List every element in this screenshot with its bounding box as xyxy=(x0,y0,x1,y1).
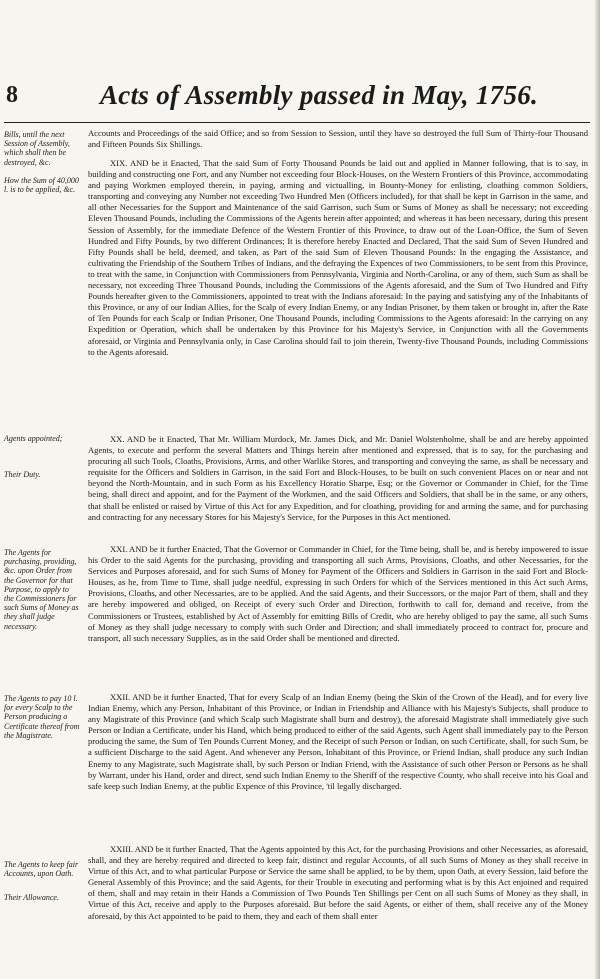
page-edge-shadow xyxy=(594,0,600,979)
paragraph xyxy=(88,128,588,150)
margin-note: The Agents to pay 10 l. for every Scalp to the Person producing a Certificate thereof from the Magistrate. xyxy=(4,694,80,740)
margin-note: Agents appointed; xyxy=(4,434,63,443)
margin-note: How the Sum of 40,000 l. is to be applied, &c. xyxy=(4,176,79,195)
paragraph xyxy=(88,434,588,523)
running-title: Acts of Assembly passed in May, 1756. xyxy=(100,80,539,110)
paragraph-text: XXII. AND be it further Enacted, That for every Scalp of an Indian Enemy (being the Skin of the Crown of the Head), and for every live Indian Enemy, which any Person, Inhabitant of this Province, or Indian in Friendship and Alliance with his Majesty's Subjects, shall produce to any Magistrate of this Province (and which Scalp such Magistrate shall burn and destroy), the aforesaid Magistrate shall immediately give such Person or Indian a Certificate, under his Hand, which being produced to either of the said Agents, such Agent shall immediately pay to the Person producing the same, the Sum of Ten Pounds Current Money, and the Receipt of such Person or Indian, on such Certificate, shall, for such Sum, be a sufficient Discharge to the said Agent. And whenever any Person, Inhabitant of this Province, or Friend Indian, shall produce any such Indian Enemy to any Magistrate, such Magistrate shall, by such Person or Indian Friend, with the Assistance of such other Person or Persons as he shall by Warrant, under his Hand, order and direct, send such Indian Enemy to the Sheriff of the respective County, who shall receive into his Goal and safe keep such Indian Enemy, at the public Expence of this Province, 'til legally discharged. xyxy=(88,692,588,791)
margin-note: Their Duty. xyxy=(4,470,41,479)
margin-note: Bills, until the next Session of Assembly, which shall then be destroyed, &c. xyxy=(4,130,70,167)
header-rule xyxy=(4,122,590,123)
page-header xyxy=(0,80,600,120)
paragraph-text: Accounts and Proceedings of the said Office; and so from Session to Session, until they have so destroyed the full Sum of Thirty-four Thousand and Fifteen Pounds Six Shillings. xyxy=(88,128,588,150)
margin-note: Their Allowance. xyxy=(4,893,59,902)
page-number: 8 xyxy=(6,82,18,108)
paragraph xyxy=(88,844,588,922)
margin-note: The Agents to keep fair Accounts, upon Oath. xyxy=(4,860,79,879)
paragraph-text: XX. AND be it Enacted, That Mr. William Murdock, Mr. James Dick, and Mr. Daniel Wolstenholme, shall be and are hereby appointed Agents, to execute and perform the several Matters and Things herein after mentioned and expressed, that is to say, for the purchasing and procuring all such Tools, Cloaths, Provisions, Arms, and other Warlike Stores, and transporting and conveying the same, as shall be necessary and requisite for the Officers and Soldiers in Garrison, in the said Fort and Block-Houses, to be built on such convenient Places on or near and not beyond the North-Mountain, and in such Form as his Excellency Horatio Sharpe, Esq; or the Governor or Commander in Chief, for the Time being, shall direct and appoint, and for the Payment of the Workmen, and the said Officers and Soldiers, that shall be in the same, or any others, that shall be enlisted or raised by Virtue of this Act for any Expedition, and for cloathing, providing for and arming the same, and for purchasing and contracting for any necessary Stores for his Majesty's Service, for the Purposes in this Act mentioned. xyxy=(88,434,588,522)
paragraph xyxy=(88,158,588,358)
paragraph-text: XIX. AND be it Enacted, That the said Sum of Forty Thousand Pounds be laid out and applied in Manner following, that is to say, in building and constructing one Fort, and any Number not exceeding four Block-Houses, on the Western Frontiers of this Province, accommodating and paying Workmen employed therein, in paying, arming and victualling, in Bounty-Money for enlisting, cloathing common Soldiers, transporting and conveying any Number not exceeding Two Hundred Men (Officers included), for that shall be kept in Garrison in the same, and all other Necessaries for the Support and Maintenance of the said Garrison, such Sum or Sums of Money as shall be necessary; not exceeding Eleven Thousand Pounds, including the Commissions of the Agents herein after appointed; and whereas it has been necessary, during this present Session of Assembly, for the immediate Defence of the Western Frontier of this Province, to draw out of the Loan-Office, the Sum of Seven Hundred and Fifty Pounds, by two different Ordinances; It is therefore hereby Enacted and Declared, That the said Sum of Seven Hundred and Fifty Pounds shall be held, deemed, and taken, as Part of the said Sum of Eleven Thousand Pounds: In the engaging the Assistance, and cultivating the Friendship of the Southern Tribes of Indians, and the defraying the Expences of two Commissioners, to be sent from this Province, to treat with the same, in Conjunction with Commissioners from Pennsylvania, Virginia and North-Carolina, or any of them, such Sum as shall be necessary, not exceeding Three Thousand Pounds, including the Commissions of the Agents aforesaid, and the Sum of Two Hundred and Fifty Pounds hereafter given to the Commissioners, appointed to treat with the Indians aforesaid: In the paying and satisfying any of the Inhabitants of this Province, or any of our Indian Allies, for the Scalp of every Indian Enemy, or any Indian Prisoner, by them taken or brought in, after the Rate of Ten Pounds for each Scalp or Indian Prisoner, One Thousand Pounds, including Commissions to the Agents aforesaid: In the carrying on any Expedition or Operation, which shall be undertaken by this Province for his Majesty's Service, in Conjunction with all the Governments aforesaid, or Virginia and Pennsylvania only, in Case Carolina should fail to join therein, Twenty-five Thousand Pounds, including Commissions to the Agents aforesaid. xyxy=(88,158,588,357)
paragraph-text: XXI. AND be it further Enacted, That the Governor or Commander in Chief, for the Time being, shall be, and is hereby impowered to issue his Order to the said Agents for the purchasing, providing and transporting all such Arms, Provisions, Cloaths, and other Necessaries, for the Services and Purposes aforesaid, and for such Sums of Money for Payment of the Officers and Soldiers in Garrison in the said Fort and Block-Houses, as he, from Time to Time, shall judge needful, expressing in such Orders for which of the Services mentioned in this Act such Arms, Provisions, Cloaths, and other Necessaries, are to be applied. And the said Agents, and their Successors, or the major Part of them, shall and they are hereby impowered and obliged, on Receipt of every such Order and Direction, forthwith to call for, demand and receive, from the Commissioners or Trustees, established by Act of Assembly for emitting Bills of Credit, who are hereby obliged to pay the same, all such Sums of Money as they shall judge necessary to comply with such Order and Direction; and shall immediately proceed to contract for, procure and transport, all such necessary Supplies, as in the said Order shall be mentioned and directed. xyxy=(88,544,588,643)
margin-note: The Agents for purchasing, providing, &c. upon Order from the Governor for that Purpose, to apply to the Commissioners for such Sums of Money as they shall judge necessary. xyxy=(4,548,79,631)
paragraph xyxy=(88,692,588,792)
paragraph xyxy=(88,544,588,644)
paragraph-text: XXIII. AND be it further Enacted, That the Agents appointed by this Act, for the purchasing Provisions and other Necessaries, as aforesaid, shall, and they are hereby required and directed to keep fair, distinct and regular Accounts, of all such Sums of Money as they shall receive in Virtue of this Act, and to what particular Purpose or Service the same shall be applied, to be by them, upon Oath, at every Session, laid before the General Assembly of this Province; and the said Agents, for their Trouble in executing and performing what is by this Act enjoined and required of them, shall and may retain in their Hands a Commission of Two Pounds Ten Shillings per Cent on all such Sums of Money as they shall, in Virtue of this Act, receive and apply to the Purposes aforesaid. But before the said Agents, or either of them, shall receive any of the Money aforesaid, by this Act appointed to be paid to them, they and each of them shall enter xyxy=(88,844,588,921)
